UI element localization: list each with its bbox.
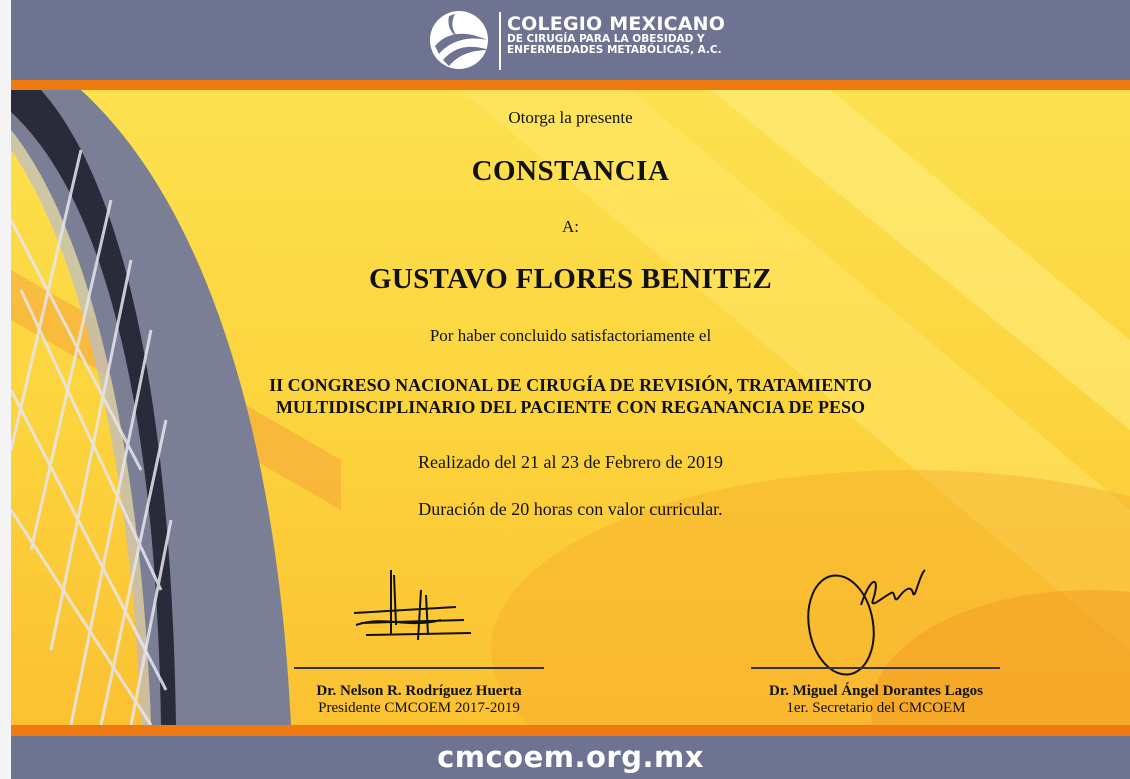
- logo-mark-icon: [429, 10, 493, 74]
- website-url: cmcoem.org.mx: [437, 740, 704, 774]
- event-duration: Duración de 20 horas con valor curricular.: [418, 499, 723, 519]
- recipient-name: GUSTAVO FLORES BENITEZ: [368, 263, 772, 295]
- signature-2-role: 1er. Secretario del CMCOEM: [786, 700, 966, 716]
- signature-2-name: Dr. Miguel Ángel Dorantes Lagos: [768, 683, 984, 699]
- certificate-body: [11, 90, 1130, 725]
- signature-1-name: Dr. Nelson R. Rodríguez Huerta: [316, 683, 522, 699]
- orange-stripe-bottom: [11, 725, 1130, 736]
- event-name-line-1: II CONGRESO NACIONAL DE CIRUGÍA DE REVISIÓN, TRATAMIENTO: [269, 375, 872, 395]
- signature-1-drawing: [346, 565, 476, 655]
- footer-bar: [11, 736, 1130, 779]
- header-bar: [11, 0, 1130, 80]
- logo-subtitle-2: ENFERMEDADES METABÓLICAS, A.C.: [507, 44, 722, 56]
- signature-2-block: [726, 683, 1026, 717]
- logo-text: [507, 14, 725, 56]
- reason-text: Por haber concluido satisfactoriamente el: [429, 326, 712, 345]
- organization-logo: [429, 6, 749, 70]
- signature-2-line: [751, 667, 1000, 669]
- signature-2-drawing: [801, 565, 941, 680]
- logo-subtitle-1: DE CIRUGÍA PARA LA OBESIDAD Y: [507, 33, 705, 45]
- event-name-line-2: MULTIDISCIPLINARIO DEL PACIENTE CON REGANANCIA DE PESO: [275, 397, 866, 417]
- event-name: [11, 374, 1130, 418]
- logo-title: COLEGIO MEXICANO: [507, 13, 726, 35]
- event-date: Realizado del 21 al 23 de Febrero de 2019: [418, 452, 723, 472]
- intro-text: Otorga la presente: [508, 108, 633, 127]
- recipient-prefix: A:: [562, 217, 579, 236]
- signature-1-line: [294, 667, 544, 669]
- signature-1-role: Presidente CMCOEM 2017-2019: [318, 700, 520, 716]
- logo-divider: [499, 12, 501, 70]
- page-margin: [0, 0, 11, 779]
- certificate-title: CONSTANCIA: [471, 155, 670, 187]
- orange-stripe-top: [11, 80, 1130, 90]
- signature-1-block: [269, 683, 569, 717]
